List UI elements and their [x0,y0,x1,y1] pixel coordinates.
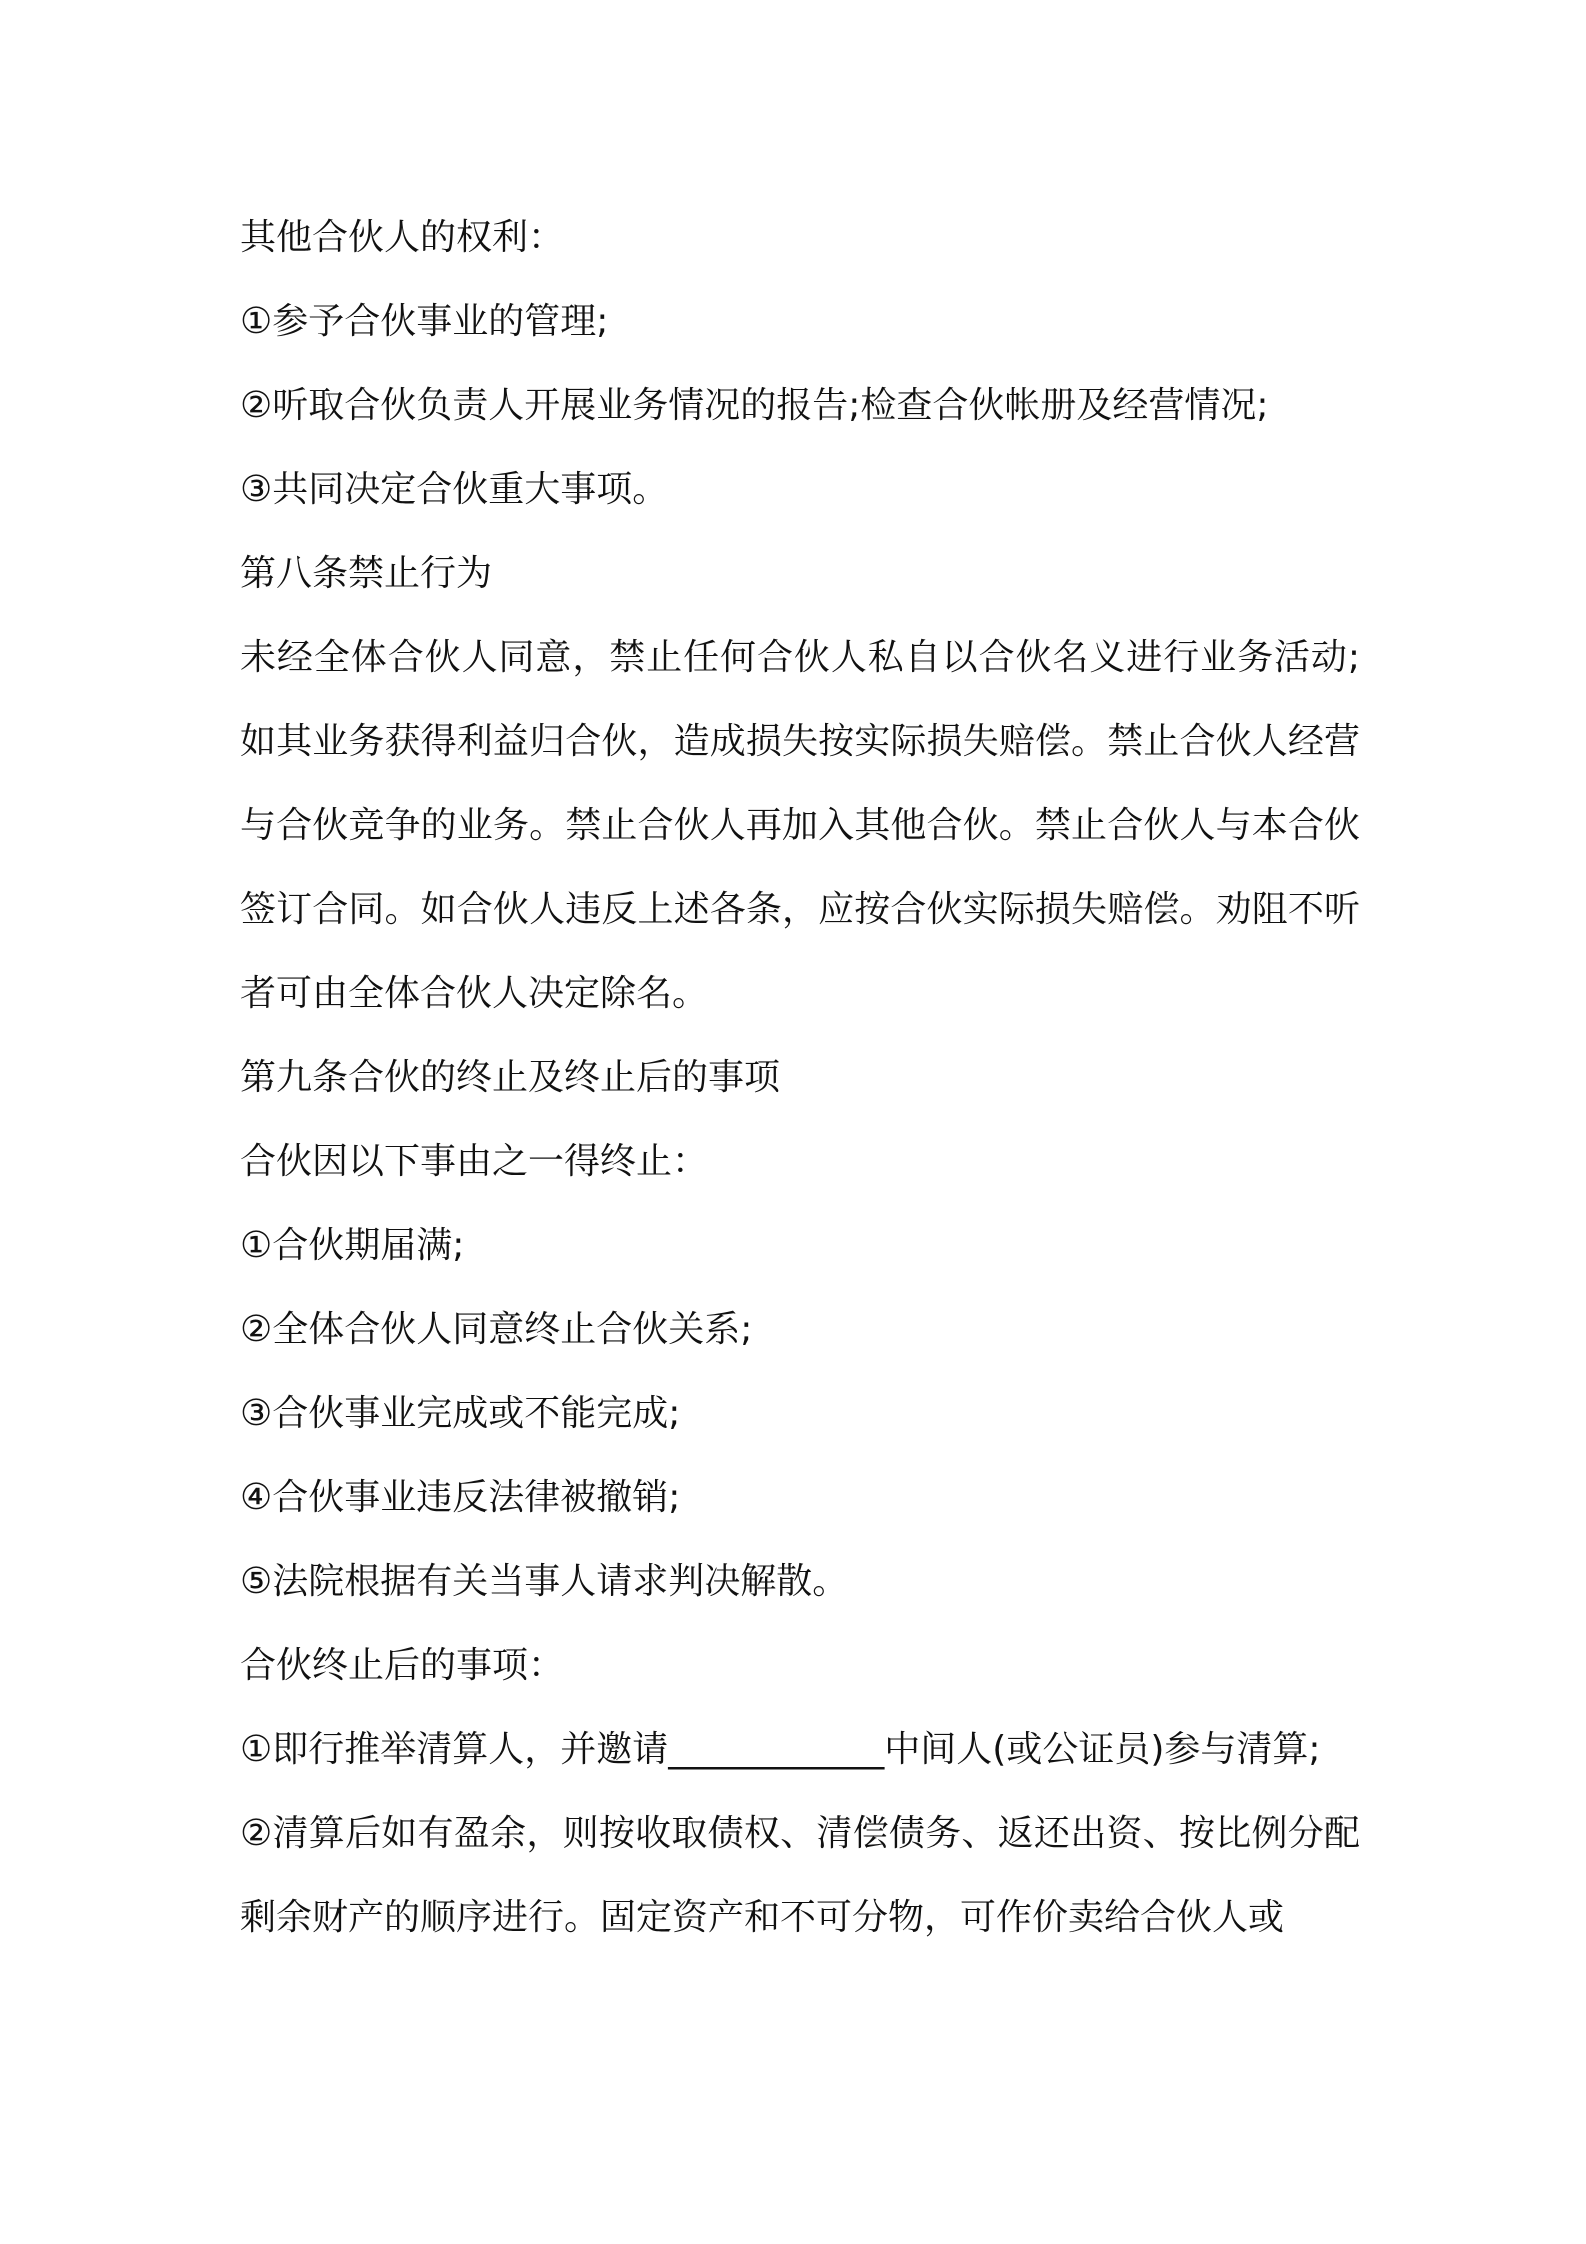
post-termination-item-1: ①即行推举清算人，并邀请____________中间人(或公证员)参与清算; [240,1729,1321,1770]
post-termination-intro: 合伙终止后的事项： [240,1645,565,1686]
article-9-heading: 第九条合伙的终止及终止后的事项 [240,1057,781,1098]
paragraph-right-2: ②听取合伙负责人开展业务情况的报告;检查合伙帐册及经营情况; [240,385,1269,426]
document-body [240,196,1360,1960]
article-8-heading: 第八条禁止行为 [240,553,493,594]
termination-cause-5: ⑤法院根据有关当事人请求判决解散。 [240,1561,849,1602]
paragraph-right-3: ③共同决定合伙重大事项。 [240,469,669,510]
paragraph-other-partners-rights: 其他合伙人的权利： [240,217,565,258]
article-8-body: 未经全体合伙人同意，禁止任何合伙人私自以合伙名义进行业务活动;如其业务获得利益归合伙，造成损失按实际损失赔偿。禁止合伙人经营与合伙竞争的业务。禁止合伙人再加入其他合伙。禁止合伙人与本合伙签订合同。如合伙人违反上述各条，应按合伙实际损失赔偿。劝阻不听者可由全体合伙人决定除名。 [240,637,1360,1014]
post-termination-item-2: ②清算后如有盈余，则按收取债权、清偿债务、返还出资、按比例分配剩余财产的顺序进行。固定资产和不可分物，可作价卖给合伙人或 [240,1813,1360,1938]
termination-cause-3: ③合伙事业完成或不能完成; [240,1393,681,1434]
paragraph-right-1: ①参予合伙事业的管理; [240,301,609,342]
termination-cause-1: ①合伙期届满; [240,1225,465,1266]
termination-causes-intro: 合伙因以下事由之一得终止： [240,1141,709,1182]
termination-cause-4: ④合伙事业违反法律被撤销; [240,1477,681,1518]
termination-cause-2: ②全体合伙人同意终止合伙关系; [240,1309,753,1350]
